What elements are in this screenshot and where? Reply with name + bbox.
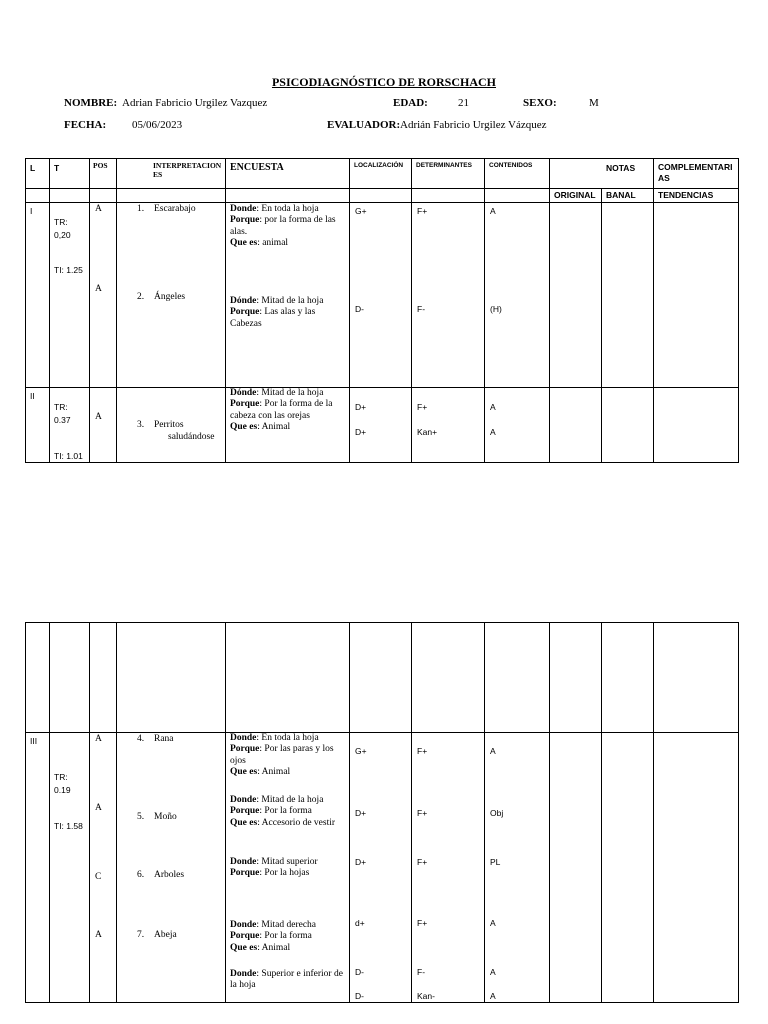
evaluador-label: EVALUADOR:: [327, 119, 401, 131]
interp-number: 6.: [137, 870, 145, 880]
determinante-value: F+: [417, 857, 428, 867]
fecha-label: FECHA:: [64, 119, 107, 131]
localizacion-value: G+: [355, 206, 367, 216]
header-l: L: [30, 163, 36, 173]
ti-value: TI: 1.58: [54, 821, 83, 831]
header-tendencias: TENDENCIAS: [658, 190, 714, 200]
encuesta-entry: Donde: En toda la hoja Porque: por la forma de las alas. Que es: animal: [230, 204, 336, 249]
localizacion-value: D+: [355, 808, 367, 818]
sexo-value: M: [589, 97, 599, 109]
pos-value: A: [95, 803, 102, 813]
header-localizacion: LOCALIZACIÓN: [354, 162, 404, 169]
localizacion-value: D+: [355, 402, 367, 412]
table-row: [26, 623, 739, 733]
evaluador-value: Adrián Fabricio Urgilez Vázquez: [400, 119, 547, 131]
encuesta-entry: Donde: Mitad derecha Porque: Por la forma Que es: Animal: [230, 920, 317, 953]
header-interpretaciones: INTERPRETACIONES: [153, 161, 222, 179]
table-row: [26, 388, 739, 463]
interp-number: 1.: [137, 204, 145, 214]
contenido-value: A: [490, 746, 496, 756]
tr-label: TR:: [54, 217, 68, 227]
tr-label: TR:: [54, 402, 68, 412]
lamina-label: III: [30, 736, 38, 746]
interp-text: Escarabajo: [154, 204, 196, 214]
lamina-label: I: [30, 206, 33, 216]
interp-number: 4.: [137, 734, 145, 744]
pos-value: A: [95, 204, 102, 214]
encuesta-entry: Donde: Mitad superior Porque: Por la hojas: [230, 857, 318, 879]
lamina-label: II: [30, 391, 35, 401]
interp-text: Rana: [154, 734, 174, 744]
header-complementarias: COMPLEMENTARIAS: [658, 162, 733, 184]
header-notas: NOTAS: [606, 163, 636, 173]
rorschach-table-1: [25, 158, 739, 463]
determinante-value: F+: [417, 808, 428, 818]
nombre-value: Adrian Fabricio Urgilez Vazquez: [122, 97, 268, 109]
pos-value: A: [95, 734, 102, 744]
tr-value: 0,20: [54, 230, 71, 240]
encuesta-entry: Dónde: Mitad de la hoja Porque: Las alas y las Cabezas: [230, 296, 324, 329]
edad-value: 21: [458, 97, 469, 109]
localizacion-value: d+: [355, 918, 365, 928]
tr-value: 0.37: [54, 415, 71, 425]
header-banal: BANAL: [606, 190, 636, 200]
interp-text: Arboles: [154, 870, 185, 880]
localizacion-value: D+: [355, 857, 367, 867]
interp-text: Ángeles: [154, 292, 186, 302]
header-determinantes: DETERMINANTES: [416, 162, 472, 169]
table-row: [26, 203, 739, 388]
interp-text: Abeja: [154, 930, 177, 940]
nombre-label: NOMBRE:: [64, 97, 118, 109]
localizacion-value: D-: [355, 304, 364, 314]
encuesta-entry: Donde: Mitad de la hoja Porque: Por la forma Que es: Accesorio de vestir: [230, 795, 336, 828]
document-title: PSICODIAGNÓSTICO DE RORSCHACH: [271, 75, 497, 89]
ti-value: TI: 1.25: [54, 265, 83, 275]
header-original: ORIGINAL: [554, 190, 596, 200]
contenido-value: A: [490, 991, 496, 1001]
pos-value: A: [95, 930, 102, 940]
header-pos: POS: [93, 161, 108, 170]
localizacion-value: G+: [355, 746, 367, 756]
interp-number: 2.: [137, 292, 145, 302]
localizacion-value: D-: [355, 967, 364, 977]
contenido-value: Obj: [490, 808, 504, 818]
contenido-value: A: [490, 427, 496, 437]
encuesta-entry: Dónde: Mitad de la hoja Porque: Por la forma de la cabeza con las orejas Que es: Animal: [230, 388, 333, 433]
tr-label: TR:: [54, 772, 68, 782]
pos-value: A: [95, 284, 102, 294]
rorschach-table-2: [25, 622, 739, 1003]
determinante-value: Kan+: [417, 427, 438, 437]
contenido-value: PL: [490, 857, 501, 867]
interp-number: 5.: [137, 812, 145, 822]
contenido-value: A: [490, 967, 496, 977]
determinante-value: F+: [417, 746, 428, 756]
encuesta-entry: Donde: En toda la hoja Porque: Por las paras y los ojos Que es: Animal: [230, 733, 334, 778]
sexo-label: SEXO:: [523, 97, 557, 109]
determinante-value: F+: [417, 206, 428, 216]
determinante-value: F+: [417, 402, 428, 412]
table-row: [26, 733, 739, 1003]
header-t: T: [54, 163, 60, 173]
header-encuesta: ENCUESTA: [230, 162, 284, 173]
contenido-value: A: [490, 402, 496, 412]
pos-value: A: [95, 412, 102, 422]
contenido-value: A: [490, 206, 496, 216]
determinante-value: F+: [417, 918, 428, 928]
determinante-value: F-: [417, 304, 426, 314]
fecha-value: 05/06/2023: [132, 119, 183, 131]
interp-number: 3.: [137, 420, 145, 430]
contenido-value: A: [490, 918, 496, 928]
localizacion-value: D-: [355, 991, 364, 1001]
localizacion-value: D+: [355, 427, 367, 437]
contenido-value: (H): [490, 304, 502, 314]
header-contenidos: CONTENIDOS: [489, 162, 533, 169]
edad-label: EDAD:: [393, 97, 428, 109]
interp-number: 7.: [137, 930, 145, 940]
ti-value: TI: 1.01: [54, 451, 83, 461]
interp-text: saludándose: [168, 432, 215, 442]
determinante-value: Kan-: [417, 991, 435, 1001]
tr-value: 0.19: [54, 785, 71, 795]
determinante-value: F-: [417, 967, 426, 977]
interp-text: Perritos: [154, 420, 184, 430]
interp-text: Moño: [154, 812, 177, 822]
pos-value: C: [95, 872, 102, 882]
encuesta-entry: Donde: Superior e inferior de la hoja: [230, 969, 343, 991]
